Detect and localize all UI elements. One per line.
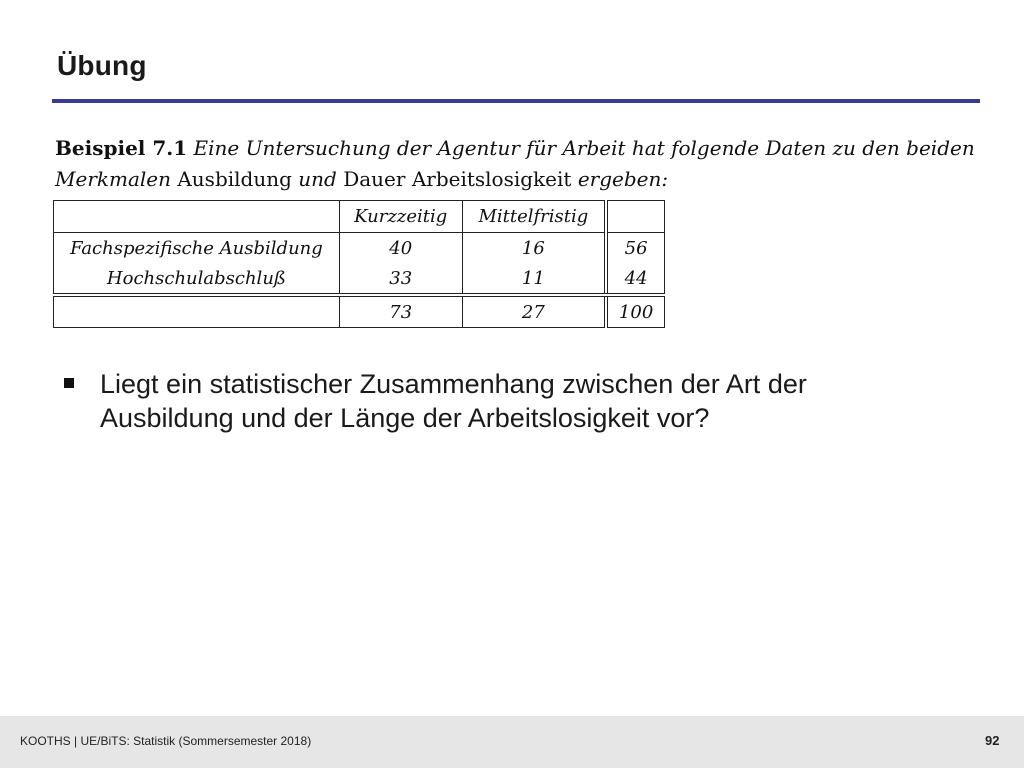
table-totals-row <box>54 295 665 328</box>
table-row-label: Fachspezifische Ausbildung <box>54 233 340 264</box>
table-cell: 11 <box>462 263 606 295</box>
table-header-cell <box>606 201 664 233</box>
table-row-total: 44 <box>606 263 664 295</box>
square-bullet-icon <box>64 378 74 388</box>
table-header-cell: Kurzzeitig <box>339 201 462 233</box>
example-text-line2-post: ergeben: <box>577 167 669 191</box>
table-header-row <box>54 201 665 233</box>
contingency-table <box>53 200 665 328</box>
table-totals-label <box>54 295 340 328</box>
table-column-total: 73 <box>339 295 462 328</box>
slide-title: Übung <box>57 50 147 81</box>
question-text: Liegt ein statistischer Zusammenhang zwischen der Art der Ausbildung und der Länge der Arbeitslosigkeit vor? <box>100 369 807 433</box>
title-divider <box>52 99 980 103</box>
contingency-table-wrapper <box>53 200 665 332</box>
table-cell: 40 <box>339 233 462 264</box>
table-column-total: 27 <box>462 295 606 328</box>
table-row-total: 56 <box>606 233 664 264</box>
table-header-cell: Mittelfristig <box>462 201 606 233</box>
example-text-line2-mid1: Ausbildung <box>177 167 292 191</box>
footer-text: KOOTHS | UE/BiTS: Statistik (Sommersemester 2018) <box>20 734 312 748</box>
table-header-cell <box>54 201 340 233</box>
example-label: Beispiel 7.1 <box>55 136 188 160</box>
table-row <box>54 263 665 295</box>
question-bullet <box>64 367 944 435</box>
page-number: 92 <box>985 733 1000 748</box>
example-text-line2-mid3: Dauer Arbeitslosigkeit <box>343 167 572 191</box>
table-grand-total: 100 <box>606 295 664 328</box>
table-cell: 33 <box>339 263 462 295</box>
table-row-label: Hochschulabschluß <box>54 263 340 295</box>
example-text-line1: Eine Untersuchung der Agentur für Arbeit hat folgende Daten zu den beiden <box>193 136 975 160</box>
table-row <box>54 233 665 264</box>
table-cell: 16 <box>462 233 606 264</box>
example-text-line2-mid2: und <box>298 167 337 191</box>
example-paragraph <box>55 133 975 195</box>
example-text-line2-pre: Merkmalen <box>55 167 171 191</box>
